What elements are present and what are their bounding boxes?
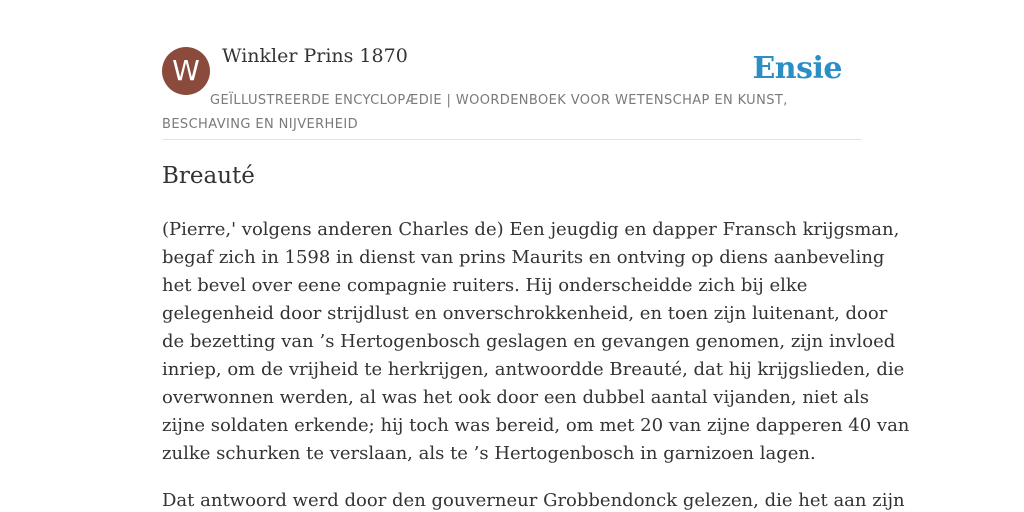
text-line: het bevel over eene compagnie ruiters. Hij onderscheidde zich bij elke (162, 275, 808, 296)
text-line: (Pierre,' volgens anderen Charles de) Een jeugdig en dapper Fransch krijgsman, (162, 219, 900, 240)
ensie-logo[interactable]: Ensie (752, 51, 842, 86)
source-avatar[interactable]: W (162, 47, 210, 95)
text-line: gelegenheid door strijdlust en onverschrokkenheid, en toen zijn luitenant, door (162, 303, 888, 324)
text-line: zijne soldaten erkende; hij toch was bereid, om met 20 van zijne dapperen 40 van (162, 415, 910, 436)
header-divider (162, 139, 862, 140)
entry-body (162, 216, 910, 512)
text-line: inriep, om de vrijheid te herkrijgen, antwoordde Breauté, dat hij krijgslieden, die (162, 359, 905, 380)
entry-paragraph (162, 216, 910, 468)
source-subtitle: GEÏLLUSTREERDE ENCYCLOPÆDIE | WOORDENBOEK VOOR WETENSCHAP EN KUNST, BESCHAVING EN NIJVERHEID (162, 93, 788, 132)
text-line: Dat antwoord werd door den gouverneur Grobbendonck gelezen, die het aan zijn (162, 490, 905, 511)
source-title-link[interactable]: Winkler Prins 1870 (222, 45, 408, 67)
text-line: begaf zich in 1598 in dienst van prins Maurits en ontving op diens aanbeveling (162, 247, 885, 268)
entry-paragraph (162, 487, 905, 512)
text-line: zulke schurken te verslaan, als te ’s Hertogenbosch in garnizoen lagen. (162, 443, 816, 464)
entry-title: Breauté (162, 163, 255, 189)
text-line: de bezetting van ’s Hertogenbosch geslagen en gevangen genomen, zijn invloed (162, 331, 896, 352)
text-line: overwonnen werden, al was het ook door een dubbel aantal vijanden, niet als (162, 387, 870, 408)
